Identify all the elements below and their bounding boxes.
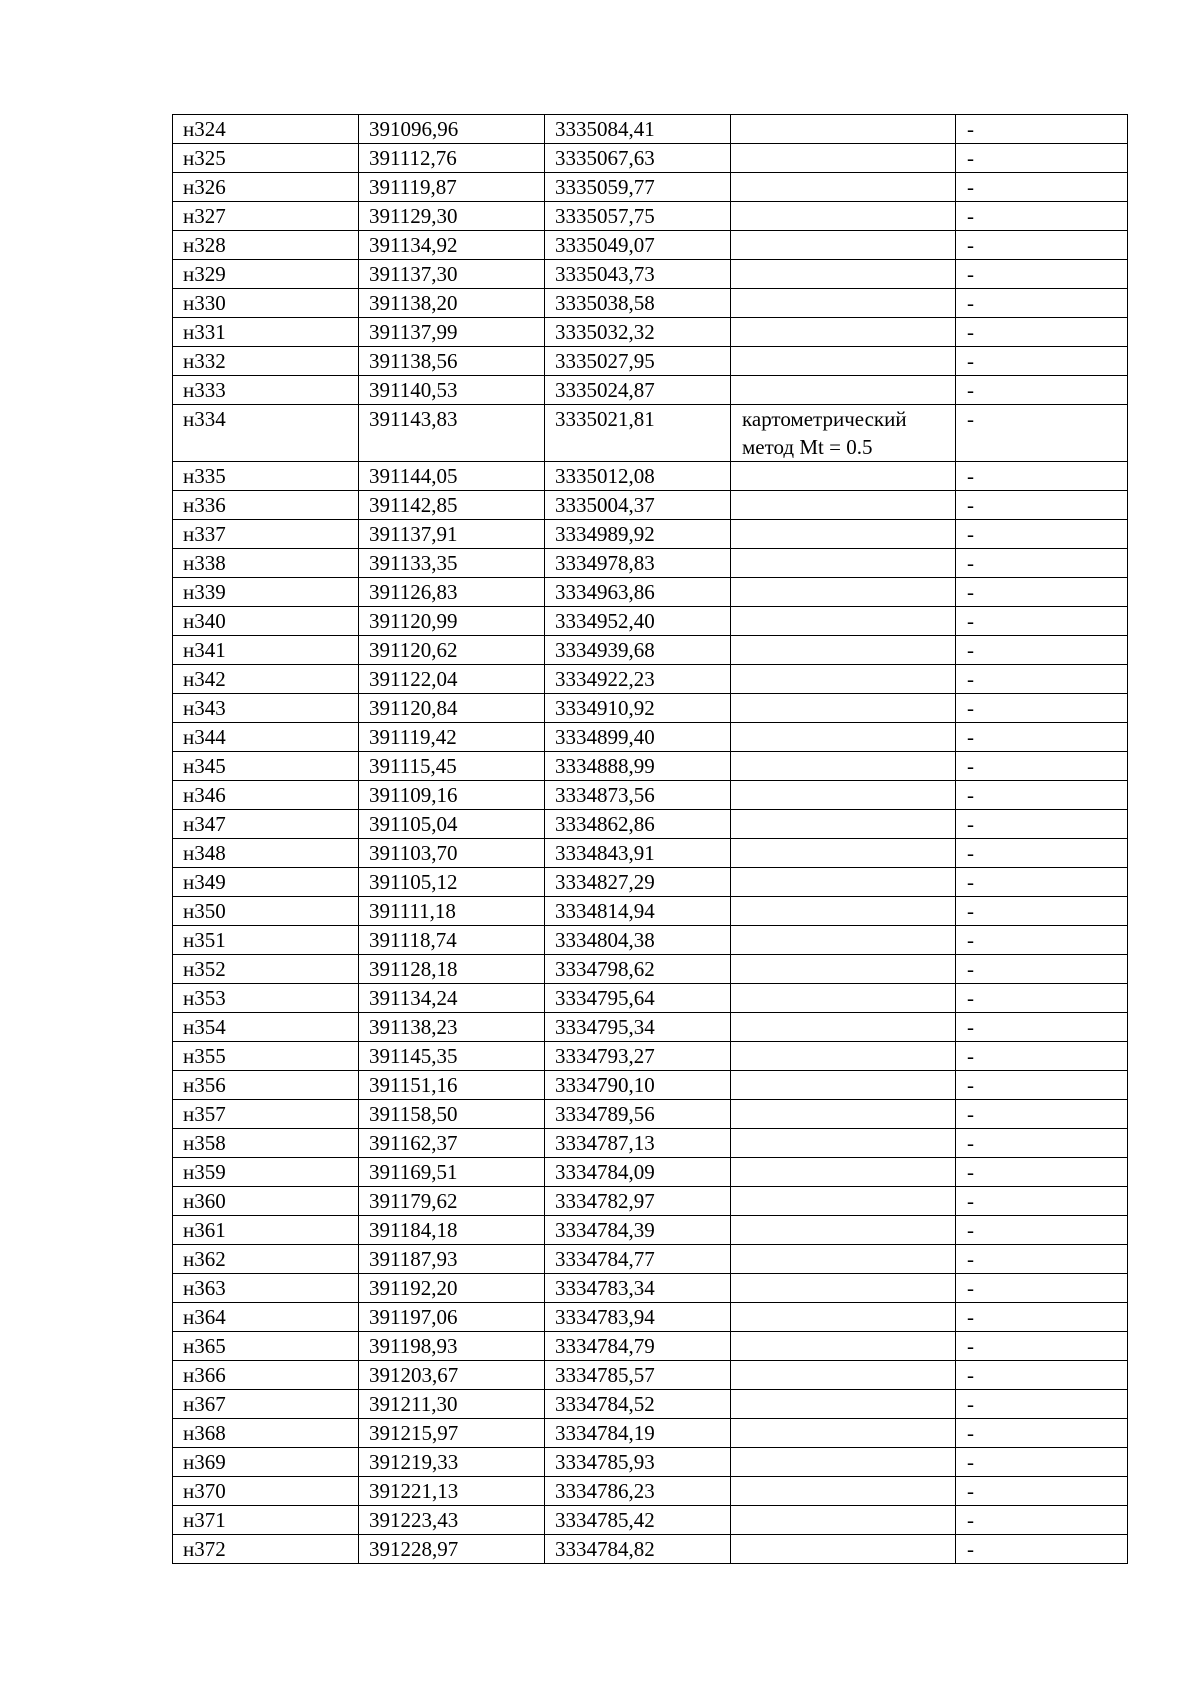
method-cell <box>731 1274 956 1303</box>
table-row <box>173 173 1128 202</box>
method-cell <box>731 462 956 491</box>
method-cell <box>731 578 956 607</box>
table-row <box>173 1506 1128 1535</box>
method-cell <box>731 1448 956 1477</box>
method-cell <box>731 984 956 1013</box>
method-cell <box>731 1390 956 1419</box>
coordinate-x-cell: 391105,04 <box>359 810 545 839</box>
table-row <box>173 144 1128 173</box>
coordinate-y-cell: 3335024,87 <box>545 376 731 405</box>
coordinate-x-cell: 391143,83 <box>359 405 545 462</box>
table-row <box>173 665 1128 694</box>
table-row <box>173 1390 1128 1419</box>
coordinate-x-cell: 391120,84 <box>359 694 545 723</box>
coordinate-y-cell: 3335067,63 <box>545 144 731 173</box>
table-row <box>173 1158 1128 1187</box>
point-number-cell: н368 <box>173 1419 359 1448</box>
coordinate-y-cell: 3334783,94 <box>545 1303 731 1332</box>
coordinate-x-cell: 391137,30 <box>359 260 545 289</box>
point-number-cell: н340 <box>173 607 359 636</box>
point-number-cell: н347 <box>173 810 359 839</box>
description-cell: - <box>956 723 1128 752</box>
point-number-cell: н339 <box>173 578 359 607</box>
method-cell <box>731 868 956 897</box>
coordinate-y-cell: 3334978,83 <box>545 549 731 578</box>
point-number-cell: н335 <box>173 462 359 491</box>
description-cell: - <box>956 491 1128 520</box>
table-row <box>173 347 1128 376</box>
point-number-cell: н334 <box>173 405 359 462</box>
coordinate-y-cell: 3335021,81 <box>545 405 731 462</box>
table-row <box>173 897 1128 926</box>
coordinate-x-cell: 391138,56 <box>359 347 545 376</box>
table-row <box>173 1303 1128 1332</box>
point-number-cell: н372 <box>173 1535 359 1564</box>
table-row <box>173 1274 1128 1303</box>
method-cell <box>731 1361 956 1390</box>
coordinate-y-cell: 3335004,37 <box>545 491 731 520</box>
description-cell: - <box>956 926 1128 955</box>
point-number-cell: н363 <box>173 1274 359 1303</box>
method-cell <box>731 1129 956 1158</box>
table-row <box>173 984 1128 1013</box>
coordinate-y-cell: 3334785,42 <box>545 1506 731 1535</box>
table-row <box>173 1100 1128 1129</box>
coordinate-x-cell: 391223,43 <box>359 1506 545 1535</box>
coordinate-x-cell: 391096,96 <box>359 115 545 144</box>
description-cell: - <box>956 810 1128 839</box>
table-row <box>173 636 1128 665</box>
description-cell: - <box>956 318 1128 347</box>
point-number-cell: н342 <box>173 665 359 694</box>
coordinate-y-cell: 3334790,10 <box>545 1071 731 1100</box>
description-cell: - <box>956 1303 1128 1332</box>
coordinate-y-cell: 3334787,13 <box>545 1129 731 1158</box>
coordinate-x-cell: 391120,62 <box>359 636 545 665</box>
description-cell: - <box>956 1419 1128 1448</box>
table-row <box>173 318 1128 347</box>
method-cell <box>731 1158 956 1187</box>
point-number-cell: н324 <box>173 115 359 144</box>
point-number-cell: н336 <box>173 491 359 520</box>
description-cell: - <box>956 1187 1128 1216</box>
coordinate-y-cell: 3335057,75 <box>545 202 731 231</box>
method-cell <box>731 607 956 636</box>
coordinate-x-cell: 391122,04 <box>359 665 545 694</box>
point-number-cell: н360 <box>173 1187 359 1216</box>
coordinate-x-cell: 391126,83 <box>359 578 545 607</box>
coordinate-y-cell: 3334899,40 <box>545 723 731 752</box>
coordinate-y-cell: 3334952,40 <box>545 607 731 636</box>
description-cell: - <box>956 1158 1128 1187</box>
coordinate-y-cell: 3334922,23 <box>545 665 731 694</box>
coordinate-y-cell: 3334784,39 <box>545 1216 731 1245</box>
method-cell <box>731 897 956 926</box>
coordinate-y-cell: 3334786,23 <box>545 1477 731 1506</box>
description-cell: - <box>956 347 1128 376</box>
description-cell: - <box>956 144 1128 173</box>
table-row <box>173 781 1128 810</box>
table-row <box>173 405 1128 462</box>
table-row <box>173 839 1128 868</box>
table-row <box>173 926 1128 955</box>
method-cell <box>731 636 956 665</box>
coordinate-y-cell: 3334789,56 <box>545 1100 731 1129</box>
method-cell <box>731 1013 956 1042</box>
coordinate-x-cell: 391137,91 <box>359 520 545 549</box>
table-row <box>173 955 1128 984</box>
method-cell <box>731 955 956 984</box>
coordinate-y-cell: 3335049,07 <box>545 231 731 260</box>
point-number-cell: н351 <box>173 926 359 955</box>
coordinate-x-cell: 391145,35 <box>359 1042 545 1071</box>
table-row <box>173 549 1128 578</box>
coordinate-y-cell: 3334785,57 <box>545 1361 731 1390</box>
coordinate-x-cell: 391129,30 <box>359 202 545 231</box>
point-number-cell: н349 <box>173 868 359 897</box>
method-cell <box>731 926 956 955</box>
coordinate-y-cell: 3335043,73 <box>545 260 731 289</box>
method-cell <box>731 723 956 752</box>
method-cell <box>731 694 956 723</box>
point-number-cell: н344 <box>173 723 359 752</box>
coordinate-y-cell: 3334963,86 <box>545 578 731 607</box>
coordinate-x-cell: 391169,51 <box>359 1158 545 1187</box>
method-cell <box>731 839 956 868</box>
coordinate-y-cell: 3334782,97 <box>545 1187 731 1216</box>
method-cell <box>731 781 956 810</box>
description-cell: - <box>956 1129 1128 1158</box>
description-cell: - <box>956 984 1128 1013</box>
description-cell: - <box>956 636 1128 665</box>
coordinate-y-cell: 3334989,92 <box>545 520 731 549</box>
point-number-cell: н338 <box>173 549 359 578</box>
description-cell: - <box>956 665 1128 694</box>
coordinate-x-cell: 391179,62 <box>359 1187 545 1216</box>
point-number-cell: н346 <box>173 781 359 810</box>
coordinate-x-cell: 391162,37 <box>359 1129 545 1158</box>
method-cell <box>731 1245 956 1274</box>
coordinate-x-cell: 391158,50 <box>359 1100 545 1129</box>
description-cell: - <box>956 1361 1128 1390</box>
point-number-cell: н326 <box>173 173 359 202</box>
point-number-cell: н325 <box>173 144 359 173</box>
coordinate-y-cell: 3334827,29 <box>545 868 731 897</box>
method-cell <box>731 1100 956 1129</box>
table-row <box>173 491 1128 520</box>
coordinate-x-cell: 391198,93 <box>359 1332 545 1361</box>
method-cell <box>731 202 956 231</box>
table-row <box>173 1332 1128 1361</box>
coordinate-x-cell: 391197,06 <box>359 1303 545 1332</box>
description-cell: - <box>956 173 1128 202</box>
description-cell: - <box>956 955 1128 984</box>
coordinate-y-cell: 3334798,62 <box>545 955 731 984</box>
coordinate-y-cell: 3334939,68 <box>545 636 731 665</box>
table-row <box>173 462 1128 491</box>
point-number-cell: н362 <box>173 1245 359 1274</box>
method-cell <box>731 665 956 694</box>
coordinate-x-cell: 391120,99 <box>359 607 545 636</box>
point-number-cell: н353 <box>173 984 359 1013</box>
table-row <box>173 868 1128 897</box>
coordinate-x-cell: 391115,45 <box>359 752 545 781</box>
coordinate-x-cell: 391112,76 <box>359 144 545 173</box>
method-cell <box>731 1419 956 1448</box>
point-number-cell: н341 <box>173 636 359 665</box>
coordinate-y-cell: 3334793,27 <box>545 1042 731 1071</box>
point-number-cell: н354 <box>173 1013 359 1042</box>
coordinate-x-cell: 391119,42 <box>359 723 545 752</box>
coordinate-x-cell: 391133,35 <box>359 549 545 578</box>
description-cell: - <box>956 1216 1128 1245</box>
table-row <box>173 1129 1128 1158</box>
point-number-cell: н343 <box>173 694 359 723</box>
coordinates-table <box>172 114 1128 1564</box>
method-cell <box>731 1216 956 1245</box>
description-cell: - <box>956 578 1128 607</box>
table-row <box>173 376 1128 405</box>
point-number-cell: н329 <box>173 260 359 289</box>
method-cell <box>731 1506 956 1535</box>
coordinate-y-cell: 3334784,82 <box>545 1535 731 1564</box>
coordinate-y-cell: 3334843,91 <box>545 839 731 868</box>
description-cell: - <box>956 405 1128 462</box>
point-number-cell: н348 <box>173 839 359 868</box>
coordinate-x-cell: 391118,74 <box>359 926 545 955</box>
method-cell <box>731 376 956 405</box>
method-cell <box>731 491 956 520</box>
coordinate-x-cell: 391109,16 <box>359 781 545 810</box>
point-number-cell: н327 <box>173 202 359 231</box>
coordinate-x-cell: 391103,70 <box>359 839 545 868</box>
description-cell: - <box>956 1100 1128 1129</box>
coordinate-y-cell: 3335027,95 <box>545 347 731 376</box>
point-number-cell: н357 <box>173 1100 359 1129</box>
coordinate-x-cell: 391111,18 <box>359 897 545 926</box>
coordinate-y-cell: 3334814,94 <box>545 897 731 926</box>
coordinate-x-cell: 391221,13 <box>359 1477 545 1506</box>
description-cell: - <box>956 549 1128 578</box>
table-row <box>173 752 1128 781</box>
method-cell <box>731 260 956 289</box>
table-row <box>173 723 1128 752</box>
point-number-cell: н365 <box>173 1332 359 1361</box>
description-cell: - <box>956 1390 1128 1419</box>
table-row <box>173 231 1128 260</box>
description-cell: - <box>956 520 1128 549</box>
table-row <box>173 1013 1128 1042</box>
coordinate-y-cell: 3334873,56 <box>545 781 731 810</box>
table-row <box>173 260 1128 289</box>
point-number-cell: н352 <box>173 955 359 984</box>
method-cell <box>731 810 956 839</box>
point-number-cell: н358 <box>173 1129 359 1158</box>
method-cell <box>731 231 956 260</box>
table-row <box>173 607 1128 636</box>
point-number-cell: н331 <box>173 318 359 347</box>
coordinate-x-cell: 391192,20 <box>359 1274 545 1303</box>
coordinate-x-cell: 391134,92 <box>359 231 545 260</box>
table-row <box>173 1245 1128 1274</box>
table-row <box>173 694 1128 723</box>
point-number-cell: н333 <box>173 376 359 405</box>
coordinate-y-cell: 3334804,38 <box>545 926 731 955</box>
method-cell <box>731 549 956 578</box>
point-number-cell: н369 <box>173 1448 359 1477</box>
coordinate-x-cell: 391215,97 <box>359 1419 545 1448</box>
method-cell <box>731 752 956 781</box>
coordinate-y-cell: 3334784,52 <box>545 1390 731 1419</box>
method-cell <box>731 173 956 202</box>
table-row <box>173 578 1128 607</box>
point-number-cell: н359 <box>173 1158 359 1187</box>
point-number-cell: н345 <box>173 752 359 781</box>
coordinate-y-cell: 3334795,64 <box>545 984 731 1013</box>
table-row <box>173 1042 1128 1071</box>
method-cell <box>731 520 956 549</box>
method-cell <box>731 289 956 318</box>
description-cell: - <box>956 1506 1128 1535</box>
method-cell <box>731 1332 956 1361</box>
coordinate-x-cell: 391140,53 <box>359 376 545 405</box>
coordinate-x-cell: 391228,97 <box>359 1535 545 1564</box>
table-row <box>173 1071 1128 1100</box>
point-number-cell: н356 <box>173 1071 359 1100</box>
coordinate-x-cell: 391211,30 <box>359 1390 545 1419</box>
description-cell: - <box>956 1013 1128 1042</box>
coordinate-x-cell: 391142,85 <box>359 491 545 520</box>
coordinate-y-cell: 3335038,58 <box>545 289 731 318</box>
method-cell <box>731 347 956 376</box>
coordinate-x-cell: 391119,87 <box>359 173 545 202</box>
table-row <box>173 202 1128 231</box>
description-cell: - <box>956 839 1128 868</box>
method-cell <box>731 144 956 173</box>
method-cell <box>731 318 956 347</box>
description-cell: - <box>956 897 1128 926</box>
method-cell <box>731 1042 956 1071</box>
point-number-cell: н328 <box>173 231 359 260</box>
description-cell: - <box>956 202 1128 231</box>
description-cell: - <box>956 781 1128 810</box>
coordinates-table-body <box>173 115 1128 1564</box>
table-row <box>173 1535 1128 1564</box>
method-cell <box>731 1187 956 1216</box>
description-cell: - <box>956 752 1128 781</box>
coordinate-y-cell: 3334862,86 <box>545 810 731 839</box>
point-number-cell: н364 <box>173 1303 359 1332</box>
coordinate-x-cell: 391184,18 <box>359 1216 545 1245</box>
point-number-cell: н350 <box>173 897 359 926</box>
table-row <box>173 1448 1128 1477</box>
coordinate-x-cell: 391128,18 <box>359 955 545 984</box>
table-row <box>173 1187 1128 1216</box>
point-number-cell: н361 <box>173 1216 359 1245</box>
table-row <box>173 289 1128 318</box>
description-cell: - <box>956 1448 1128 1477</box>
method-cell: картометрический метод Mt = 0.5 <box>731 405 956 462</box>
table-row <box>173 1477 1128 1506</box>
method-cell <box>731 1535 956 1564</box>
coordinate-x-cell: 391151,16 <box>359 1071 545 1100</box>
table-row <box>173 115 1128 144</box>
table-row <box>173 1419 1128 1448</box>
point-number-cell: н367 <box>173 1390 359 1419</box>
coordinate-x-cell: 391219,33 <box>359 1448 545 1477</box>
description-cell: - <box>956 607 1128 636</box>
description-cell: - <box>956 1332 1128 1361</box>
description-cell: - <box>956 115 1128 144</box>
table-row <box>173 1216 1128 1245</box>
description-cell: - <box>956 289 1128 318</box>
point-number-cell: н371 <box>173 1506 359 1535</box>
description-cell: - <box>956 462 1128 491</box>
description-cell: - <box>956 868 1128 897</box>
method-cell <box>731 1303 956 1332</box>
table-row <box>173 520 1128 549</box>
coordinate-x-cell: 391138,20 <box>359 289 545 318</box>
table-row <box>173 1361 1128 1390</box>
coordinate-x-cell: 391134,24 <box>359 984 545 1013</box>
method-cell <box>731 1477 956 1506</box>
point-number-cell: н337 <box>173 520 359 549</box>
coordinate-y-cell: 3334784,19 <box>545 1419 731 1448</box>
coordinate-y-cell: 3334784,09 <box>545 1158 731 1187</box>
coordinate-x-cell: 391187,93 <box>359 1245 545 1274</box>
description-cell: - <box>956 694 1128 723</box>
coordinate-y-cell: 3335059,77 <box>545 173 731 202</box>
point-number-cell: н370 <box>173 1477 359 1506</box>
coordinate-y-cell: 3334888,99 <box>545 752 731 781</box>
description-cell: - <box>956 1042 1128 1071</box>
coordinate-y-cell: 3335032,32 <box>545 318 731 347</box>
description-cell: - <box>956 1477 1128 1506</box>
coordinate-x-cell: 391138,23 <box>359 1013 545 1042</box>
coordinate-x-cell: 391144,05 <box>359 462 545 491</box>
coordinate-x-cell: 391203,67 <box>359 1361 545 1390</box>
coordinate-y-cell: 3334795,34 <box>545 1013 731 1042</box>
description-cell: - <box>956 376 1128 405</box>
coordinate-x-cell: 391105,12 <box>359 868 545 897</box>
coordinate-y-cell: 3334785,93 <box>545 1448 731 1477</box>
description-cell: - <box>956 1535 1128 1564</box>
coordinate-x-cell: 391137,99 <box>359 318 545 347</box>
method-cell <box>731 115 956 144</box>
point-number-cell: н366 <box>173 1361 359 1390</box>
point-number-cell: н355 <box>173 1042 359 1071</box>
coordinate-y-cell: 3335012,08 <box>545 462 731 491</box>
coordinate-y-cell: 3335084,41 <box>545 115 731 144</box>
method-cell <box>731 1071 956 1100</box>
point-number-cell: н330 <box>173 289 359 318</box>
table-row <box>173 810 1128 839</box>
coordinate-y-cell: 3334784,79 <box>545 1332 731 1361</box>
description-cell: - <box>956 1071 1128 1100</box>
coordinate-y-cell: 3334910,92 <box>545 694 731 723</box>
point-number-cell: н332 <box>173 347 359 376</box>
description-cell: - <box>956 260 1128 289</box>
description-cell: - <box>956 1274 1128 1303</box>
coordinate-y-cell: 3334784,77 <box>545 1245 731 1274</box>
description-cell: - <box>956 1245 1128 1274</box>
description-cell: - <box>956 231 1128 260</box>
coordinate-y-cell: 3334783,34 <box>545 1274 731 1303</box>
